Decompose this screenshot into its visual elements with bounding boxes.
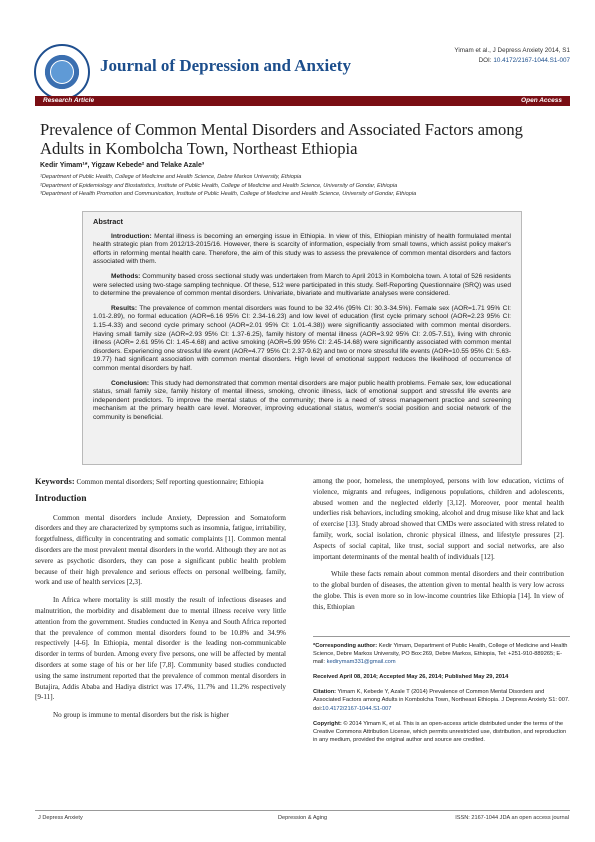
footer-issue: Depression & Aging <box>278 815 328 821</box>
citation-text: Yimam K, Kebede Y, Azale T (2014) Prevalence of Common Mental Disorders and Associated Factors among Adults in Kombolcha Town, Northeast Ethiopia. J Depress Anxiety S1: 007. doi: <box>313 689 570 712</box>
corresponding-author-text: Kedir Yimam, Department of Public Health, College of Medicine and Health Science, Debre Markos University, PO Box:269, Debre Markos, Ethiopia, Tel: +251-910-889265; E-mail: <box>313 643 568 666</box>
correspondence-box <box>313 636 570 751</box>
abstract-methods <box>93 273 511 299</box>
affiliation: ¹Department of Public Health, College of Medicine and Health Science, Debre Markos University, Ethiopia <box>40 174 302 180</box>
abstract-conclusion <box>93 380 511 423</box>
copyright-text: © 2014 Yimam K, et al. This is an open-access article distributed under the terms of the Creative Commons Attribution License, which permits unrestricted use, distribution, and reproduction in any medium, provided the original author and source are credited. <box>313 720 567 743</box>
abstract-section-text: Community based cross sectional study was undertaken from March to April 2013 in Kombolcha town. A total of 526 residents were selected using two-stage sampling technique. Of these, 512 were participated in this study. Self-Reporting Questionnaire (SRQ) was used to determine the prevalence of common mental disorders. Univariate, bivariate and multivariate analyses were considered. <box>93 272 511 298</box>
author-list: Kedir Yimam¹*, Yigzaw Kebede² and Telake Azale³ <box>40 162 205 169</box>
affiliation: ²Department of Epidemiology and Biostatistics, Institute of Public Health, College of Medicine and Health Science, University of Gondar, Ethiopia <box>40 182 398 189</box>
body-paragraph: While these facts remain about common mental disorders and their contribution to the global burden of diseases, the attention given to mental health is very low across the globe. This is even more so in low-income countries like Ethiopia [14]. In view of this, Ethiopian <box>313 570 564 611</box>
abstract-results <box>93 305 511 374</box>
abstract-section-label: Methods: <box>111 272 141 280</box>
abstract-heading: Abstract <box>93 217 123 226</box>
affiliation: ³Department of Health Promotion and Communication, Institute of Public Health, College of Medicine and Health Science, University of Gondar, Ethiopia <box>40 191 417 197</box>
publication-dates-text: Received April 08, 2014; Accepted May 26, 2014; Published May 29, 2014 <box>313 674 509 681</box>
citation-label: Citation: <box>313 689 337 696</box>
publication-dates <box>313 673 570 681</box>
keywords-label: Keywords: <box>35 476 75 486</box>
header-citation-block <box>454 46 570 66</box>
body-paragraph: No group is immune to mental disorders but the risk is higher <box>53 711 229 720</box>
body-paragraph: Common mental disorders include Anxiety, Depression and Somatoform disorders and they are characterized by symptoms such as insomnia, fatigue, irritability, forgetfulness, difficulty in concentrating and somatic complaints [1]. Common mental disorders are the most prevalent mental disorders in the world. Although they are not as severe as psychotic disorders, they can pose a significant public health problem because of their high prevalence and serious effects on personal wellbeing, family, work and use of health services [2,3]. <box>35 513 286 587</box>
footer-divider <box>35 810 570 811</box>
copyright <box>313 720 570 744</box>
affiliations <box>40 173 570 199</box>
email-link[interactable]: kedirymam331@gmail.com <box>326 659 396 666</box>
abstract-section-label: Conclusion: <box>111 379 150 387</box>
body-paragraph: In Africa where mortality is still mostly the result of infectious diseases and malnutrition, the morbidity and disablement due to mental illness receive very little attention from the government. Studies conducted in Kenya and South Africa reported that the prevalence of common mental disorders found to be 10.8% and 34.9% respectively [4-6]. In Ethiopia, mental disorder is the leading non-communicable disorder in terms of burden. Among every five persons, one will be affected by mental disorders at some stage of his or her life [7,8]. Community based studies conducted using the same instrument reported that the prevalence of common mental disorders in Butajira, Addis Ababa and Hadiya district was 17.4%, 11.7% and 11.2% respectively [9-11]. <box>35 596 286 702</box>
keywords <box>35 476 286 488</box>
journal-name: Journal of Depression and Anxiety <box>100 56 351 75</box>
journal-logo <box>34 44 90 100</box>
body-paragraph: among the poor, homeless, the unemployed, persons with low education, victims of violence, migrants and refugees, indigenous populations, children and adolescents, abused women and the neglected elderly [3,12]. Moreover, poor mental health underlies risk behaviors, including smoking, alcohol and drug misuse like khat and lack of exercise [13]. Study abroad showed that CMDs were associated with stress related to family, work, social isolation, chronic physical illness, and lifestyle pressures [2]. Aspects of social capital, like trust, social support and social networks, are also important determinants of the mental health of individuals [12]. <box>313 477 564 561</box>
introduction-heading: Introduction <box>35 493 87 504</box>
doi-prefix: DOI: <box>478 57 494 64</box>
citation <box>313 688 570 712</box>
doi-link[interactable]: 10.4172/2167-1044.S1-007 <box>493 57 570 64</box>
abstract-introduction <box>93 233 511 267</box>
globe-icon <box>50 60 74 84</box>
header-doi <box>454 56 570 66</box>
corresponding-author-label: *Corresponding author: <box>313 643 378 649</box>
left-column <box>35 476 286 728</box>
footer-issn: ISSN: 2167-1044 JDA an open access journal <box>455 815 569 821</box>
keywords-text: Common mental disorders; Self reporting questionnaire; Ethiopia <box>76 478 264 486</box>
footer-journal: J Depress Anxiety <box>38 815 83 821</box>
article-type-label: Research Article <box>43 97 95 104</box>
copyright-label: Copyright: <box>313 720 342 727</box>
abstract-section-label: Results: <box>111 304 138 312</box>
right-column <box>313 476 564 620</box>
citation-doi-link[interactable]: 10.4172/2167-1044.S1-007 <box>322 705 392 712</box>
open-access-label: Open Access <box>521 97 562 104</box>
abstract-section-text: The prevalence of common mental disorders was found to be 32.4% (95% CI: 30.3-34.5%). Female sex (AOR=1.71 95% CI: 1.01-2.89), no formal education (AOR=6.16 95% CI: 2.34-16.23) and low level of education (first cycle primary school (AOR=2.23 95% CI: 1.15-4.33) and second cycle primary school (AOR=2.01 95% CI: 1.01-4.38)) were significantly associated with common mental disorders. Having small family size (AOR=2.93 95% CI: 1.37-6.25), family history of mental illness (AOR=3.92 95% CI: 2.05-7.51), living with chronic illness (AOR= 2.61 95% CI: 1.45-4.68) and active smoking (AOR=5.99 95% CI: 2.45-14.68) were significantly associated with common mental disorders. Experiencing one stressful life event (AOR=4.77 95% CI: 2.37-9.62) and two or more stressful life events (AOR=10.55 95% CI: 5.63-19.77) had significant association with common mental disorders. High level of emotional support reduces the likelihood of occurrence of common mental disorders by half. <box>93 304 511 372</box>
article-title: Prevalence of Common Mental Disorders and Associated Factors among Adults in Kombolcha Town, Northeast Ethiopia <box>40 120 523 158</box>
article-type-bar <box>35 96 570 106</box>
header-citation: Yimam et al., J Depress Anxiety 2014, S1 <box>454 47 570 54</box>
abstract-box <box>82 211 522 465</box>
abstract-section-text: This study had demonstrated that common mental disorders are major public health problems. Female sex, low educational status, small family size, family history of mental illness, smoking, chronic illness, lack of emotional support and stressful life events are independent predictors. To improve the mental status of the community; there is a need of stress management practice and screening mechanism at the primary health care level. Moreover, improving educational status, women's social position and social network of the community is beneficial. <box>93 379 511 421</box>
abstract-section-label: Introduction: <box>111 232 152 240</box>
abstract-section-text: Mental illness is becoming an emerging issue in Ethiopia. In view of this, Ethiopian ministry of health formulated mental health strategic plan from 2012/13-2015/16. However, there is scarcity of information, especially from small towns, which assist policy maker's efforts in reforming mental health care. Therefore, the aim of this study was to assess the prevalence of common mental disorders and factors associated with them. <box>93 232 511 266</box>
corresponding-author <box>313 642 570 666</box>
